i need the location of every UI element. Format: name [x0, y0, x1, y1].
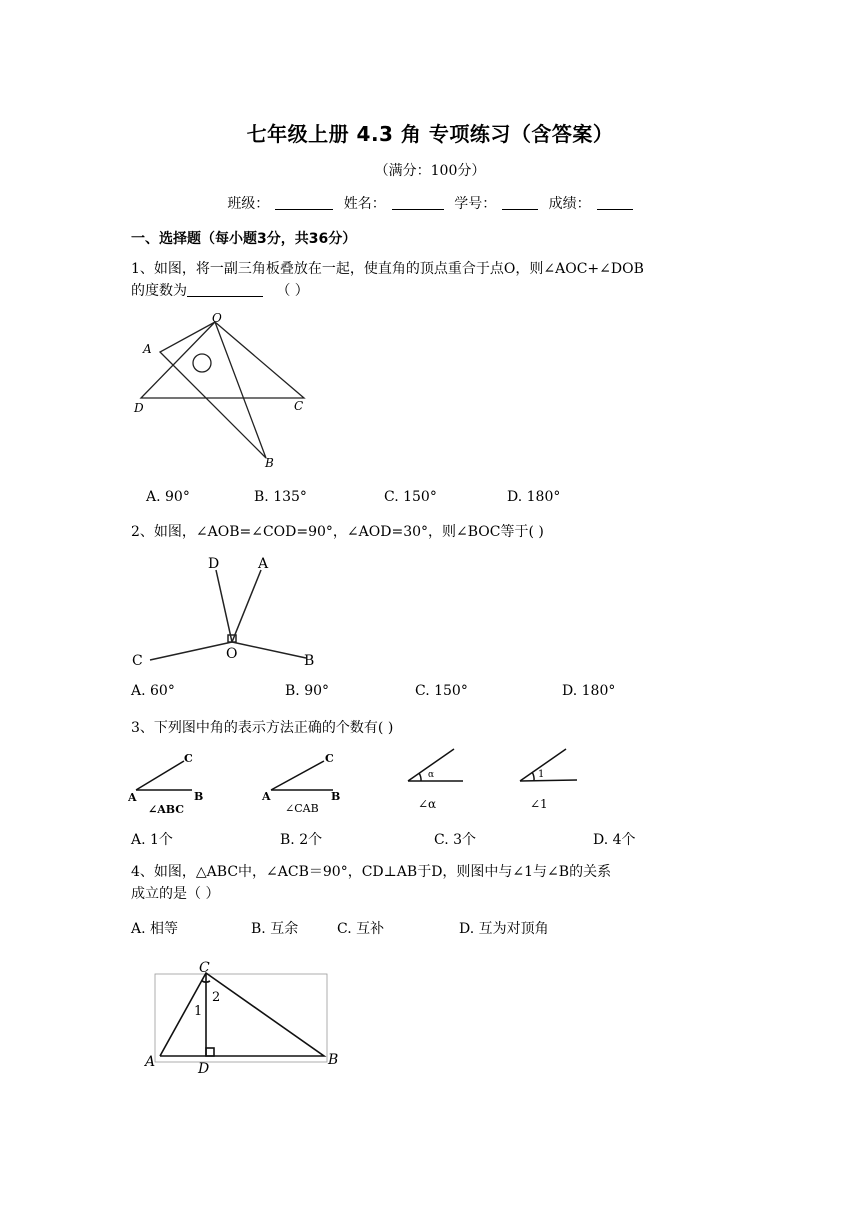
- q3-fig1-label-b: B: [194, 790, 204, 803]
- q2-label-d: D: [208, 556, 220, 572]
- q2-ray-oc: [150, 642, 232, 660]
- q2-label-o: O: [226, 646, 238, 662]
- q3-fig1-label-a: A: [128, 791, 137, 804]
- q4-text-line2: 成立的是（ ）: [131, 886, 220, 902]
- q3-fig1-ray-c: [136, 761, 184, 790]
- q3-fig1-caption: ∠ABC: [148, 803, 185, 816]
- q3-fig2-label-a: A: [262, 790, 271, 803]
- q3-fig3-arc: [419, 773, 421, 781]
- q1-label-a: A: [143, 342, 152, 356]
- q4-option-c[interactable]: C. 互补: [337, 921, 385, 937]
- q3-fig4-arc: [532, 772, 534, 781]
- q2-label-a: A: [258, 556, 269, 572]
- q1-text-line2: 的度数为 （ ）: [131, 283, 309, 299]
- question-3: 3、下列图中角的表示方法正确的个数有( ): [131, 720, 394, 736]
- q3-option-d[interactable]: D. 4个: [593, 832, 636, 848]
- q3-fig3-caption: ∠α: [418, 797, 437, 811]
- q4-label-b: B: [328, 1052, 339, 1068]
- question-4: [131, 861, 731, 905]
- question-1: [131, 258, 731, 302]
- q1-triangle-dc: [141, 322, 304, 398]
- q2-option-b[interactable]: B. 90°: [285, 683, 330, 699]
- q4-text-line1: 4、如图，△ABC中，∠ACB＝90°，CD⊥AB于D，则图中与∠1与∠B的关系: [131, 864, 612, 880]
- q4-option-d[interactable]: D. 互为对顶角: [459, 921, 549, 937]
- section-heading: 一、选择题（每小题3分，共36分）: [131, 231, 357, 247]
- student-info-line: [0, 193, 860, 213]
- q4-label-c: C: [199, 960, 210, 976]
- q3-fig4-ray2: [520, 780, 577, 781]
- q1-answer-blank[interactable]: [187, 284, 263, 297]
- q2-option-a[interactable]: A. 60°: [131, 683, 175, 699]
- q2-figure: [128, 550, 338, 672]
- q2-option-d[interactable]: D. 180°: [562, 683, 616, 699]
- q2-ray-od: [216, 570, 232, 642]
- q1-label-d: D: [134, 401, 144, 415]
- q4-label-angle1: 1: [194, 1004, 203, 1019]
- q1-option-a[interactable]: A. 90°: [146, 489, 190, 505]
- name-blank[interactable]: [392, 195, 444, 210]
- q3-fig2-label-b: B: [331, 790, 341, 803]
- id-label: 学号：: [454, 196, 497, 212]
- q3-fig2-caption: ∠CAB: [285, 802, 319, 815]
- score-blank[interactable]: [597, 195, 633, 210]
- q1-figure: [128, 306, 328, 478]
- class-label: 班级：: [227, 196, 270, 212]
- q3-fig2-label-c: C: [325, 752, 334, 765]
- q3-fig1-label-c: C: [184, 752, 193, 765]
- q4-label-a: A: [145, 1054, 156, 1070]
- question-2: 2、如图，∠AOB=∠COD=90°，∠AOD=30°，则∠BOC等于( ): [131, 524, 544, 540]
- q4-figure: [140, 955, 350, 1081]
- q3-option-b[interactable]: B. 2个: [280, 832, 323, 848]
- q3-fig3-mark: α: [428, 770, 435, 780]
- class-blank[interactable]: [275, 195, 333, 210]
- q2-label-b: B: [304, 653, 315, 669]
- q2-options: [131, 683, 731, 703]
- q4-triangle-abc: [160, 973, 324, 1056]
- q4-label-angle2: 2: [212, 990, 221, 1005]
- q2-ray-ob: [232, 642, 306, 658]
- q4-label-d: D: [198, 1061, 210, 1077]
- score-label: 成绩：: [548, 196, 591, 212]
- q2-option-c[interactable]: C. 150°: [415, 683, 468, 699]
- q4-right-angle-d: [206, 1048, 214, 1056]
- q1-option-b[interactable]: B. 135°: [254, 489, 307, 505]
- id-blank[interactable]: [502, 195, 538, 210]
- full-score: （满分：100分）: [374, 163, 486, 179]
- q3-fig4-mark: 1: [538, 769, 545, 780]
- q1-option-c[interactable]: C. 150°: [384, 489, 437, 505]
- q4-option-a[interactable]: A. 相等: [131, 921, 179, 937]
- q3-fig2-ray-c: [271, 761, 324, 790]
- q1-options: [131, 489, 731, 509]
- q4-option-b[interactable]: B. 互余: [251, 921, 299, 937]
- q3-figures: [128, 744, 588, 816]
- q1-label-c: C: [294, 399, 304, 413]
- q3-option-a[interactable]: A. 1个: [131, 832, 173, 848]
- q3-option-c[interactable]: C. 3个: [434, 832, 477, 848]
- q1-triangle-ab: [160, 322, 266, 458]
- q1-option-d[interactable]: D. 180°: [507, 489, 561, 505]
- q1-label-o: O: [212, 311, 222, 325]
- page-title: 七年级上册 4.3 角 专项练习（含答案）: [246, 122, 614, 146]
- q1-circle: [193, 354, 211, 372]
- q1-label-b: B: [265, 456, 274, 470]
- q3-fig4-caption: ∠1: [530, 797, 548, 811]
- q2-label-c: C: [132, 653, 143, 669]
- name-label: 姓名：: [343, 196, 386, 212]
- q3-options: [131, 829, 731, 849]
- q4-options: [131, 918, 731, 938]
- q2-ray-oa: [232, 570, 261, 642]
- q1-text-line1: 1、如图，将一副三角板叠放在一起，使直角的顶点重合于点O，则∠AOC+∠DOB: [131, 261, 644, 277]
